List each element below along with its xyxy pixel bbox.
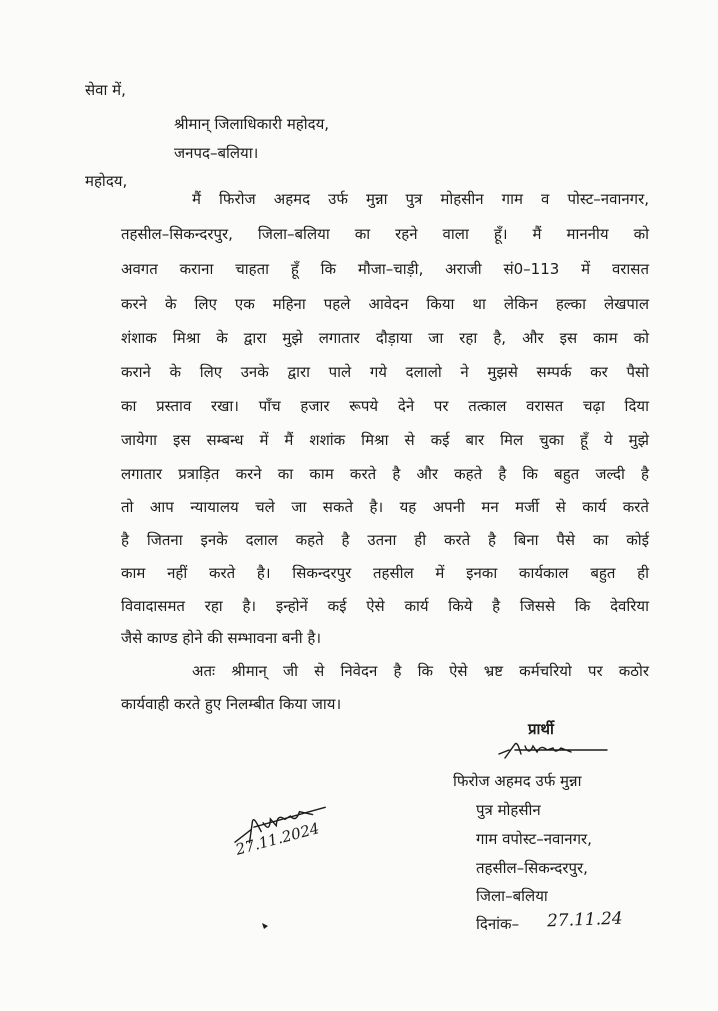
para2-line: कार्यवाही करते हुए निलम्बीत किया जाय।	[121, 695, 342, 713]
para1-line: मैं फिरोज अहमद उर्फ मुन्ना पुत्र मोहसीन गाम व पोस्ट–नवानगर,	[192, 190, 649, 208]
para1-line: जायेगा इस सम्बन्ध में मैं शशांक मिश्रा से कई बार मिल चुका हूँ ये मुझे	[121, 431, 649, 449]
left-signature-date: 27.11.2024	[233, 819, 322, 859]
para1-line: लगातार प्रत्राड़ित करने का काम करते है और कहते है कि बहुत जल्दी है	[121, 465, 649, 483]
greeting: महोदय,	[85, 172, 128, 190]
salutation-to: सेवा में,	[85, 81, 126, 99]
para1-line: है जितना इनके दलाल कहते है उतना ही करते है बिना पैसे का कोई	[121, 531, 649, 549]
para2-line: अतः श्रीमान् जी से निवेदन है कि ऐसे भ्रष्ट कर्मचरियो पर कठोर	[192, 662, 649, 680]
applicant-date-label: दिनांक–	[476, 915, 520, 933]
para1-line: शंशाक मिश्रा के द्वारा मुझे लगातार दौड़ाया जा रहा है, और इस काम को	[121, 329, 649, 347]
addressee-line1: श्रीमान् जिलाधिकारी महोदय,	[174, 115, 330, 133]
para1-line: जैसे काण्ड होने की सम्भावना बनी है।	[121, 629, 322, 647]
applicant-heading: प्रार्थी	[528, 720, 554, 738]
applicant-name: फिरोज अहमद उर्फ मुन्ना	[453, 772, 582, 790]
para1-line: कराने के लिए उनके द्वारा पाले गये दलालो ने मुझसे सम्पर्क कर पैसो	[121, 363, 649, 381]
ink-mark	[261, 922, 269, 930]
para1-line: तहसील–सिकन्दरपुर, जिला–बलिया का रहने वाला हूँ। मैं माननीय को	[121, 225, 649, 243]
para1-line: का प्रस्ताव रखा। पाँच हजार रूपये देने पर तत्काल वरासत चढ़ा दिया	[121, 397, 649, 415]
para1-line: विवादासमत रहा है। इन्होनें कई ऐसे कार्य किये है जिससे कि देवरिया	[121, 597, 649, 615]
applicant-village: गाम वपोस्ट–नवानगर,	[476, 830, 592, 848]
applicant-tehsil: तहसील–सिकन्दरपुर,	[476, 859, 588, 877]
para1-line: तो आप न्यायालय चले जा सकते है। यह अपनी मन मर्जी से कार्य करते	[121, 498, 649, 516]
para1-line: अवगत कराना चाहता हूँ कि मौजा–चाड़ी, अराजी सं0–113 में वरासत	[121, 260, 649, 278]
applicant-signature	[495, 738, 615, 764]
addressee-line2: जनपद–बलिया।	[174, 144, 259, 162]
applicant-father: पुत्र मोहसीन	[476, 801, 541, 819]
para1-line: करने के लिए एक महिना पहले आवेदन किया था लेकिन हल्का लेखपाल	[121, 295, 649, 313]
para1-line: काम नहीं करते है। सिकन्दरपुर तहसील में इनका कार्यकाल बहुत ही	[121, 564, 649, 582]
applicant-district: जिला–बलिया	[476, 887, 548, 905]
applicant-date-handwritten: 27.11.24	[546, 908, 624, 932]
